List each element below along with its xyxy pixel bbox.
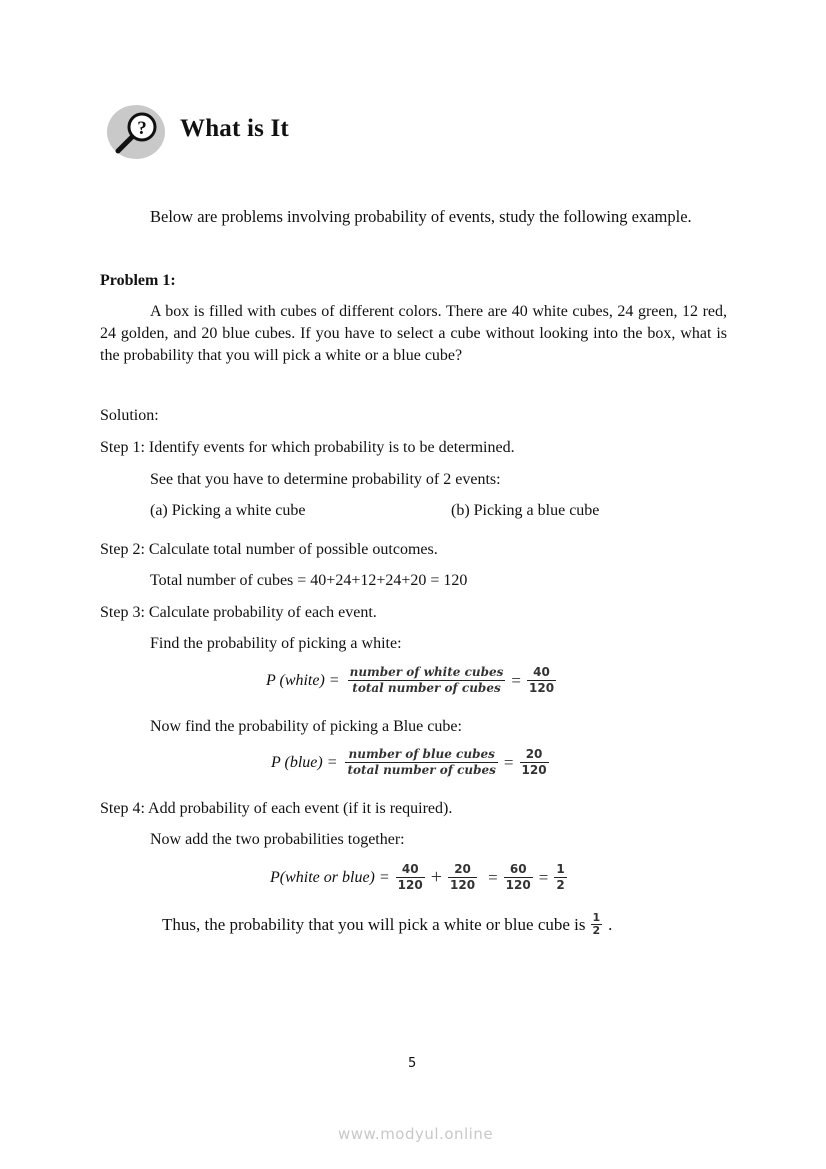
conclusion-period: .: [608, 914, 613, 934]
p-white-or-blue-lhs: P(white or blue) =: [270, 868, 390, 886]
fraction-denominator: 120: [529, 681, 555, 695]
step1-title: Step 1: Identify events for which probability is to be determined.: [100, 439, 515, 456]
step2-detail: Total number of cubes = 40+24+12+24+20 = 120: [150, 572, 468, 589]
fraction-denominator: 2: [556, 878, 565, 892]
fraction-blue-definition: [345, 747, 497, 778]
fraction-denominator: total number of cubes: [352, 681, 501, 695]
magnifier-question-icon: [106, 104, 166, 160]
problem-body: A box is filled with cubes of different colors. There are 40 white cubes, 24 green, 12 red, 24 golden, and 20 blue cubes. If you have to select a cube without looking into the box, what is the probability that you will pick a white or a blue cube?: [100, 303, 727, 364]
problem-text: [100, 301, 727, 367]
plus-sign: +: [430, 866, 443, 888]
fraction-numerator: 40: [401, 862, 419, 876]
equals-sign: =: [511, 670, 521, 690]
step2-title: Step 2: Calculate total number of possible outcomes.: [100, 541, 438, 558]
step3-white-intro: Find the probability of picking a white:: [150, 635, 402, 652]
page-number: 5: [408, 1056, 417, 1071]
fraction-40-120: [396, 862, 425, 893]
step1-detail: See that you have to determine probability of 2 events:: [150, 471, 501, 488]
fraction-blue-value: [520, 747, 549, 778]
fraction-numerator: 1: [592, 911, 601, 924]
watermark: www.modyul.online: [338, 1125, 494, 1143]
p-blue-lhs: P (blue) =: [271, 753, 338, 771]
fraction-numerator: 40: [533, 665, 550, 679]
p-white-lhs: P (white) =: [266, 671, 340, 689]
fraction-20-120: [448, 862, 477, 893]
conclusion-fraction: [591, 912, 603, 937]
fraction-white-value: [527, 665, 556, 696]
intro-text: Below are problems involving probability of events, study the following example.: [150, 207, 692, 226]
step3-title: Step 3: Calculate probability of each event.: [100, 604, 377, 621]
problem-label: Problem 1:: [100, 272, 176, 289]
svg-text:?: ?: [137, 118, 147, 139]
fraction-white-definition: [348, 665, 506, 696]
equals-sign: =: [538, 867, 549, 887]
section-title: What is It: [180, 115, 289, 142]
conclusion: [162, 912, 612, 937]
fraction-1-2: [554, 862, 566, 893]
step4-title: Step 4: Add probability of each event (if it is required).: [100, 800, 453, 817]
equation-p-blue: [271, 747, 552, 778]
fraction-denominator: 120: [397, 878, 423, 892]
fraction-numerator: 20: [454, 862, 471, 876]
solution-label: Solution:: [100, 407, 159, 424]
fraction-60-120: [504, 862, 533, 893]
fraction-numerator: 1: [556, 862, 565, 876]
fraction-numerator: 20: [525, 747, 543, 761]
fraction-denominator: 120: [521, 763, 547, 777]
equation-p-white: [266, 665, 559, 696]
fraction-denominator: total number of cubes: [347, 763, 496, 777]
fraction-numerator: number of white cubes: [349, 665, 504, 679]
equals-sign: =: [488, 867, 498, 887]
equals-sign: =: [503, 752, 514, 772]
step4-detail: Now add the two probabilities together:: [150, 831, 405, 848]
event-a: (a) Picking a white cube: [150, 502, 306, 519]
equation-p-white-or-blue: [270, 862, 570, 893]
step3-blue-intro: Now find the probability of picking a Blue cube:: [150, 718, 462, 735]
fraction-denominator: 120: [505, 878, 531, 892]
fraction-numerator: 60: [509, 862, 527, 876]
fraction-numerator: number of blue cubes: [348, 747, 495, 761]
fraction-denominator: 120: [450, 878, 476, 892]
event-b: (b) Picking a blue cube: [451, 502, 600, 519]
fraction-denominator: 2: [592, 924, 601, 937]
conclusion-text: Thus, the probability that you will pick a white or blue cube is: [162, 914, 586, 934]
